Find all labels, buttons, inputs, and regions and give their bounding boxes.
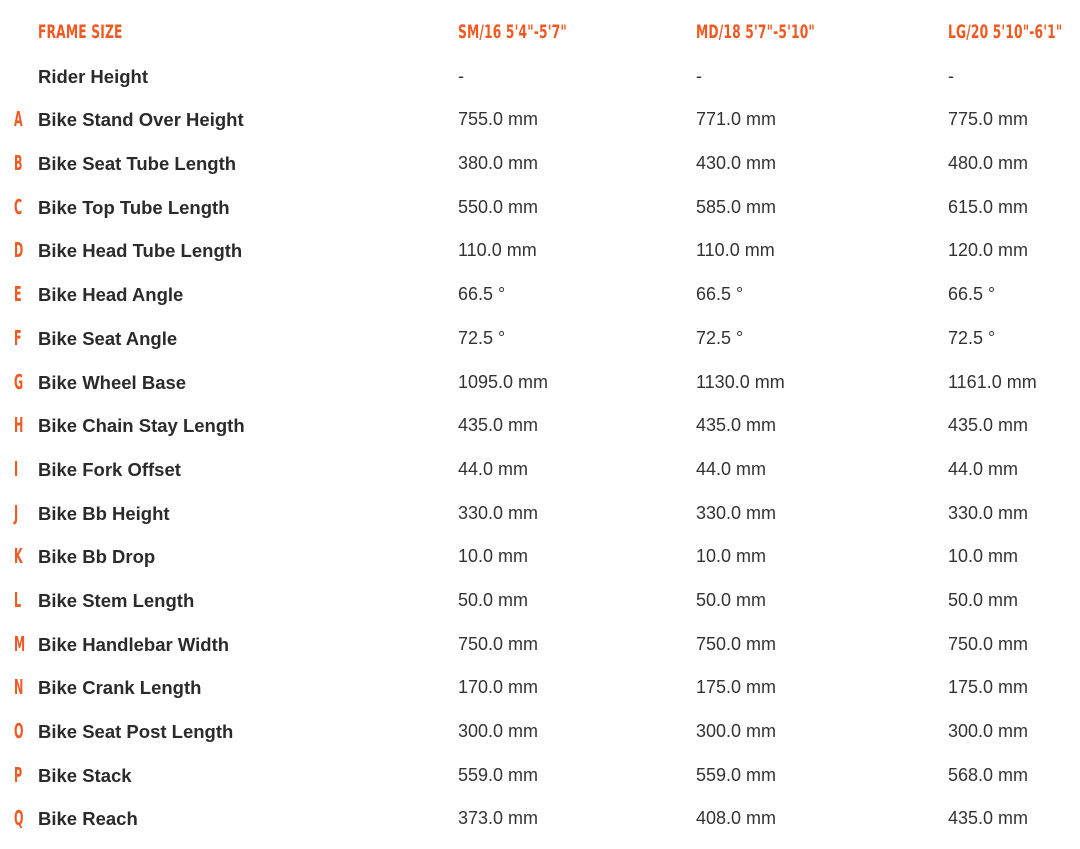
size-heading-sm: SM/16 5'4"-5'7" — [458, 21, 567, 43]
row-label: Bike Head Angle — [38, 284, 184, 306]
value-sm: 550.0 mm — [458, 196, 539, 217]
table-row — [0, 754, 1080, 798]
row-letter: N — [14, 675, 24, 700]
row-label: Bike Bb Height — [38, 502, 170, 524]
table-row — [0, 623, 1080, 667]
value-lg: 615.0 mm — [948, 196, 1029, 217]
value-md: 10.0 mm — [696, 546, 767, 567]
row-label: Bike Handlebar Width — [38, 633, 230, 655]
row-label: Bike Stand Over Height — [38, 109, 244, 131]
table-row — [0, 361, 1080, 405]
row-letter — [14, 55, 26, 99]
value-md: 330.0 mm — [696, 502, 777, 523]
value-sm: 110.0 mm — [458, 240, 537, 261]
value-md: 585.0 mm — [696, 196, 777, 217]
row-label: Bike Top Tube Length — [38, 196, 230, 218]
row-letter: O — [14, 719, 24, 743]
table-row — [0, 666, 1080, 710]
value-lg: 50.0 mm — [948, 589, 1019, 610]
table-row — [0, 404, 1080, 448]
row-label: Bike Bb Drop — [38, 546, 156, 568]
table-row — [0, 273, 1080, 317]
value-lg: 300.0 mm — [948, 721, 1029, 741]
frame-size-heading: FRAME SIZE — [38, 21, 123, 43]
value-md: 175.0 mm — [696, 677, 777, 698]
value-sm: 559.0 mm — [458, 764, 539, 785]
row-label: Bike Reach — [38, 808, 138, 830]
value-md: 1130.0 mm — [696, 371, 785, 392]
row-label: Bike Stack — [38, 764, 132, 786]
row-label: Bike Head Tube Length — [38, 240, 243, 262]
table-row — [0, 492, 1080, 536]
table-row — [0, 710, 1080, 754]
row-label: Bike Fork Offset — [38, 458, 181, 480]
value-lg: 330.0 mm — [948, 502, 1029, 523]
row-letter: Q — [14, 806, 24, 831]
value-sm: 750.0 mm — [458, 633, 539, 654]
row-label: Bike Seat Post Length — [38, 721, 234, 742]
value-lg: 1161.0 mm — [948, 371, 1037, 392]
row-letter: I — [14, 456, 19, 481]
row-letter: J — [14, 500, 19, 525]
value-lg: 120.0 mm — [948, 240, 1029, 261]
row-letter: D — [14, 238, 24, 263]
value-md: 559.0 mm — [696, 764, 777, 785]
size-heading-md: MD/18 5'7"-5'10" — [696, 21, 815, 43]
table-row — [0, 448, 1080, 492]
row-letter: G — [14, 369, 24, 394]
value-md: 771.0 mm — [696, 109, 777, 130]
table-header — [0, 11, 1080, 55]
value-sm: 755.0 mm — [458, 109, 539, 130]
value-md: 110.0 mm — [696, 240, 775, 261]
table-row — [0, 317, 1080, 361]
value-sm: 66.5 ° — [458, 284, 506, 305]
value-sm: 50.0 mm — [458, 589, 529, 610]
value-lg: 44.0 mm — [948, 458, 1019, 479]
row-letter: H — [14, 413, 24, 438]
row-letter: C — [14, 194, 23, 219]
row-letter: E — [14, 282, 22, 307]
value-lg: 480.0 mm — [948, 153, 1029, 174]
table-row — [0, 55, 1080, 99]
table-row — [0, 98, 1080, 142]
row-label: Rider Height — [38, 65, 148, 87]
value-sm: 373.0 mm — [458, 808, 539, 829]
value-md: 66.5 ° — [696, 284, 744, 305]
value-md: 300.0 mm — [696, 721, 777, 741]
value-md: 750.0 mm — [696, 633, 777, 654]
value-md: 44.0 mm — [696, 458, 767, 479]
value-lg: 72.5 ° — [948, 327, 996, 348]
table-row — [0, 797, 1080, 841]
value-md: 72.5 ° — [696, 327, 744, 348]
row-label: Bike Wheel Base — [38, 371, 187, 393]
value-md: 435.0 mm — [696, 415, 777, 436]
row-letter: P — [14, 762, 23, 787]
row-label: Bike Stem Length — [38, 589, 195, 611]
row-letter: F — [14, 325, 22, 350]
row-label: Bike Chain Stay Length — [38, 415, 245, 437]
row-label: Bike Seat Angle — [38, 327, 178, 349]
value-lg: 175.0 mm — [948, 677, 1029, 698]
value-sm: 44.0 mm — [458, 458, 529, 479]
geometry-table — [0, 11, 1080, 841]
table-row — [0, 579, 1080, 623]
value-lg: 66.5 ° — [948, 284, 996, 305]
table-row — [0, 186, 1080, 230]
value-lg: 775.0 mm — [948, 109, 1029, 130]
row-letter: L — [14, 587, 22, 612]
value-sm: 330.0 mm — [458, 502, 539, 523]
value-lg: 435.0 mm — [948, 808, 1029, 829]
row-label: Bike Seat Tube Length — [38, 153, 237, 175]
value-sm: 435.0 mm — [458, 415, 539, 436]
value-md: 430.0 mm — [696, 153, 777, 174]
row-letter: M — [14, 631, 26, 656]
value-lg: 750.0 mm — [948, 633, 1029, 654]
row-letter: K — [14, 544, 23, 569]
table-row — [0, 229, 1080, 273]
value-md: 50.0 mm — [696, 589, 767, 610]
row-letter: B — [14, 151, 23, 176]
value-lg: 10.0 mm — [948, 546, 1019, 567]
value-lg: 568.0 mm — [948, 764, 1029, 785]
value-sm: 170.0 mm — [458, 677, 539, 698]
size-heading-lg: LG/20 5'10"-6'1" — [948, 21, 1063, 43]
value-sm: 72.5 ° — [458, 327, 506, 348]
value-lg: 435.0 mm — [948, 415, 1029, 436]
value-sm: 10.0 mm — [458, 546, 529, 567]
row-label: Bike Crank Length — [38, 677, 202, 699]
value-sm: - — [458, 65, 464, 86]
value-sm: 300.0 mm — [458, 721, 539, 741]
value-md: 408.0 mm — [696, 808, 777, 829]
value-sm: 1095.0 mm — [458, 371, 549, 392]
row-letter: A — [14, 107, 23, 132]
value-lg: - — [948, 65, 954, 86]
table-row — [0, 535, 1080, 579]
value-md: - — [696, 65, 702, 86]
value-sm: 380.0 mm — [458, 153, 539, 174]
table-row — [0, 142, 1080, 186]
